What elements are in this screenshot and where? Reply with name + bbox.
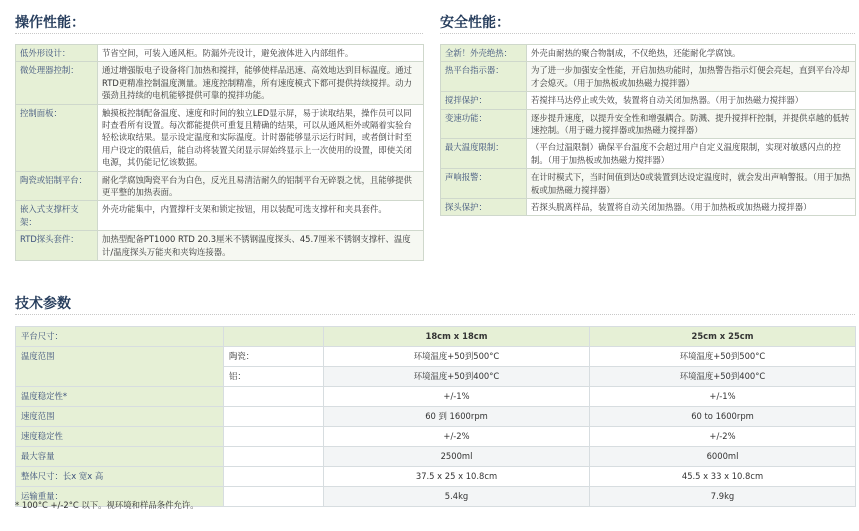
temp-range-label: 温度范围 <box>16 347 224 387</box>
blank-cell <box>224 387 324 407</box>
row-value-col1: 2500ml <box>324 447 590 467</box>
row-label: 探头保护： <box>441 199 527 216</box>
row-value-col1: +/-2% <box>324 427 590 447</box>
row-label: 热平台指示器： <box>441 62 527 92</box>
table-row <box>441 199 856 216</box>
table-row <box>16 387 856 407</box>
platform-size-col2: 25cm x 25cm <box>590 327 856 347</box>
row-label: 速度范围 <box>16 407 224 427</box>
row-label: 全新！外壳绝热： <box>441 45 527 62</box>
table-row <box>16 447 856 467</box>
row-value-col2: 60 to 1600rpm <box>590 407 856 427</box>
row-label: 搅拌保护： <box>441 92 527 109</box>
row-text: 耐化学腐蚀陶瓷平台为白色，反光且易清洁耐久的铝制平台无碎裂之忧，且能够提供更平整的加热表面。 <box>98 171 424 201</box>
row-label: 最大温度限制： <box>441 139 527 169</box>
ceramic-label: 陶瓷： <box>224 347 324 367</box>
row-value-col2: 7.9kg <box>590 487 856 507</box>
row-value-col1: 37.5 x 25 x 10.8cm <box>324 467 590 487</box>
blank-cell <box>224 487 324 507</box>
blank-cell <box>224 407 324 427</box>
tech-title: 技术参数 <box>15 296 71 312</box>
blank-cell <box>224 427 324 447</box>
table-row <box>16 407 856 427</box>
safety-title: 安全性能： <box>440 15 510 31</box>
aluminum-label: 铝： <box>224 367 324 387</box>
row-label: 声响报警： <box>441 169 527 199</box>
table-row <box>441 139 856 169</box>
table-row <box>16 171 424 201</box>
operation-table <box>15 44 424 261</box>
table-row <box>441 45 856 62</box>
table-row <box>16 347 856 367</box>
row-value-col2: 6000ml <box>590 447 856 467</box>
platform-size-label: 平台尺寸： <box>16 327 224 347</box>
ceramic-range-col2: 环境温度+50到500°C <box>590 347 856 367</box>
operation-title-rule <box>15 33 423 34</box>
ceramic-range-col1: 环境温度+50到500°C <box>324 347 590 367</box>
row-text: 触摸板控制配备温度、速度和时间的独立LED显示屏，易于读取结果，操作员可以同时查看所有设置。每次都能提供可重复且精确的结果，可以从通风柜外或隔着实验台轻松读取结果。显示设定温度和实际温度。计时器能够显示运行时间，或者倒计时至用户设定的限值后，能自动将装置关闭显示屏始终显示上一次使用的设置，即使关闭电源，其仍能记忆该数据。 <box>98 104 424 171</box>
tech-title-rule <box>15 314 855 315</box>
table-row <box>16 62 424 104</box>
row-label: 控制面板： <box>16 104 98 171</box>
row-text: 在计时模式下，当时间值到达0或装置到达设定温度时，就会发出声响警报。（用于加热板或加热磁力搅拌器） <box>527 169 856 199</box>
blank-cell <box>224 327 324 347</box>
footnote: * 100°C +/-2°C 以下。视环境和样品条件允许。 <box>15 500 199 510</box>
row-value-col2: 45.5 x 33 x 10.8cm <box>590 467 856 487</box>
row-text: 外壳由耐热的聚合物制成，不仅绝热，还能耐化学腐蚀。 <box>527 45 856 62</box>
row-label: 温度稳定性* <box>16 387 224 407</box>
row-text: 通过增强版电子设备将门加热和搅拌，能够使样品迅速、高效地达到目标温度。通过RTD更精准控制温度测量。速度控制精准，所有速度模式下都可提供持续搅拌。动力强劲且持续的电机能够提供可靠的搅拌功能。 <box>98 62 424 104</box>
row-text: 为了进一步加强安全性能，开启加热功能时，加热警告指示灯便会亮起，直到平台冷却才会熄灭。（用于加热板或加热磁力搅拌器） <box>527 62 856 92</box>
row-label: RTD探头套件： <box>16 231 98 261</box>
row-text: 若探头脱离样品，装置将自动关闭加热器。（用于加热板或加热磁力搅拌器） <box>527 199 856 216</box>
safety-title-rule <box>440 33 855 34</box>
row-value-col2: +/-1% <box>590 387 856 407</box>
table-row <box>441 62 856 92</box>
table-row <box>16 231 424 261</box>
row-value-col1: 60 到 1600rpm <box>324 407 590 427</box>
platform-size-col1: 18cm x 18cm <box>324 327 590 347</box>
table-row <box>16 45 424 62</box>
row-label: 微处理器控制： <box>16 62 98 104</box>
row-label: 整体尺寸：长x 宽x 高 <box>16 467 224 487</box>
table-row <box>16 467 856 487</box>
row-value-col1: 5.4kg <box>324 487 590 507</box>
table-row <box>16 104 424 171</box>
row-label: 低外形设计： <box>16 45 98 62</box>
row-label: 陶瓷或铝制平台： <box>16 171 98 201</box>
row-label: 变速功能： <box>441 109 527 139</box>
row-text: 加热型配备PT1000 RTD 20.3厘米不锈钢温度探头、45.7厘米不锈钢支撑杆、温度计/温度探头万能夹和夹钩连接器。 <box>98 231 424 261</box>
row-text: 节省空间，可装入通风柜。防漏外壳设计，避免液体进入内部组件。 <box>98 45 424 62</box>
row-label: 速度稳定性 <box>16 427 224 447</box>
aluminum-range-col2: 环境温度+50到400°C <box>590 367 856 387</box>
row-value-col2: +/-2% <box>590 427 856 447</box>
blank-cell <box>224 467 324 487</box>
table-row <box>441 92 856 109</box>
row-text: 若搅拌马达停止或失效，装置将自动关闭加热器。（用于加热磁力搅拌器） <box>527 92 856 109</box>
row-text: 逐步提升速度，以提升安全性和增强耦合。防溅、提升搅拌杆控制，并提供卓越的低转速控制。（用于磁力搅拌器或加热磁力搅拌器） <box>527 109 856 139</box>
safety-table <box>440 44 856 216</box>
table-row <box>16 427 856 447</box>
row-value-col1: +/-1% <box>324 387 590 407</box>
row-label: 最大容量 <box>16 447 224 467</box>
operation-title: 操作性能： <box>15 15 85 31</box>
row-label: 运输重量： <box>16 487 224 507</box>
tech-spec-table <box>15 326 856 507</box>
row-text: 外壳功能集中，内置撑杆支架和锁定按钮，用以装配可选支撑杆和夹具套件。 <box>98 201 424 231</box>
table-row <box>16 201 424 231</box>
table-row <box>441 169 856 199</box>
table-header-row <box>16 327 856 347</box>
blank-cell <box>224 447 324 467</box>
aluminum-range-col1: 环境温度+50到400°C <box>324 367 590 387</box>
row-text: （平台过温限制）确保平台温度不会超过用户自定义温度限制，实现对敏感闪点的控制。（用于加热板或加热磁力搅拌器） <box>527 139 856 169</box>
row-label: 嵌入式支撑杆支架： <box>16 201 98 231</box>
table-row <box>441 109 856 139</box>
